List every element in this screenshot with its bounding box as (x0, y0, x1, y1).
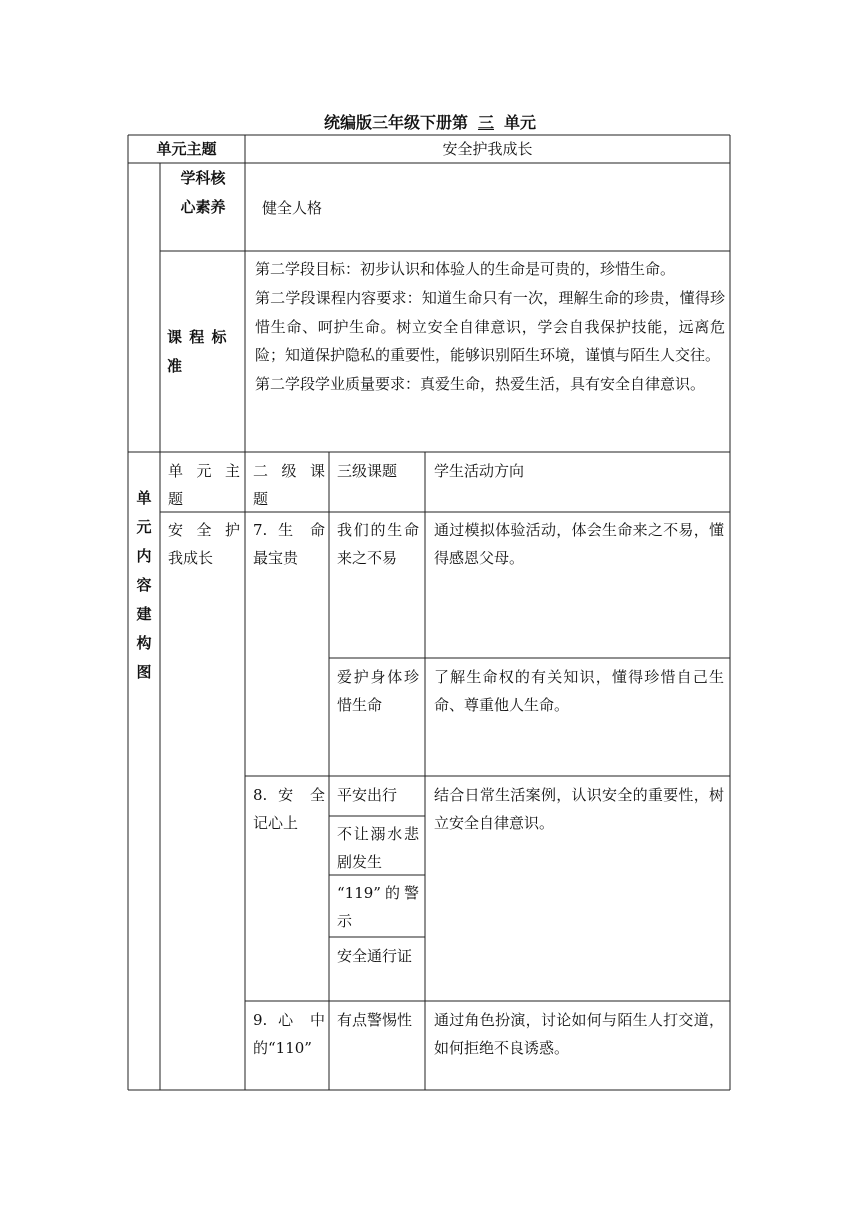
lesson-8-activity: 结合日常生活案例，认识安全的重要性，树立安全自律意识。 (434, 786, 724, 832)
title-unit-number: 三 (477, 113, 494, 132)
title-prefix: 统编版三年级下册第 (323, 113, 468, 132)
document-title (0, 110, 860, 133)
core-literacy-label: 学科核心素养 (180, 169, 226, 216)
core-literacy-value: 健全人格 (262, 199, 323, 217)
header-unit-theme: 单 元 主 题 (168, 462, 240, 508)
lesson-9-activity: 通过角色扮演，讨论如何与陌生人打交道，如何拒绝不良诱惑。 (434, 1011, 724, 1057)
curriculum-standard-content (255, 255, 725, 399)
lesson-9-title: 9. 心 中 的“110” (253, 1011, 325, 1057)
lesson-7-topic-1: 我们的生命来之不易 (337, 521, 419, 567)
header-level3-topic: 三级课题 (337, 462, 398, 480)
unit-theme-value: 安全护我成长 (442, 140, 533, 158)
header-activity-direction: 学生活动方向 (434, 462, 525, 480)
lesson-8-title: 8. 安 全 记心上 (253, 786, 325, 832)
lesson-7-topic-2: 爱护身体珍惜生命 (337, 668, 419, 714)
unit-theme-label: 单元主题 (156, 140, 217, 158)
structure-side-label: 单元内容建构图 (136, 489, 152, 681)
lesson-7-activity-2: 了解生命权的有关知识，懂得珍惜自己生命、尊重他人生命。 (434, 668, 724, 714)
lesson-8-topic-3: “119”的警示 (337, 884, 419, 930)
lesson-8-topic-4: 安全通行证 (337, 947, 413, 965)
standard-content-requirement: 第二学段课程内容要求：知道生命只有一次，理解生命的珍贵，懂得珍惜生命、呵护生命。树立安全自律意识，学会自我保护技能，远离危险；知道保护隐私的重要性，能够识别陌生环境，谨慎与陌生人交往。 (255, 288, 725, 365)
lesson-8-topic-2: 不让溺水悲剧发生 (337, 825, 419, 871)
title-suffix: 单元 (504, 113, 537, 132)
lesson-8-topic-1: 平安出行 (337, 786, 398, 804)
standard-quality-requirement: 第二学段学业质量要求：真爱生命，热爱生活，具有安全自律意识。 (255, 375, 706, 394)
standard-goal: 第二学段目标：初步认识和体验人的生命是可贵的，珍惜生命。 (255, 260, 676, 278)
structure-unit-theme: 安 全 护 我成长 (168, 521, 240, 567)
lesson-9-topic: 有点警惕性 (337, 1011, 413, 1029)
lesson-7-activity-1: 通过模拟体验活动，体会生命来之不易，懂得感恩父母。 (434, 521, 724, 567)
header-level2-topic: 二 级 课 题 (253, 462, 325, 508)
lesson-7-title: 7. 生 命 最宝贵 (253, 521, 325, 567)
curriculum-standard-label: 课 程 标 准 (167, 328, 228, 375)
